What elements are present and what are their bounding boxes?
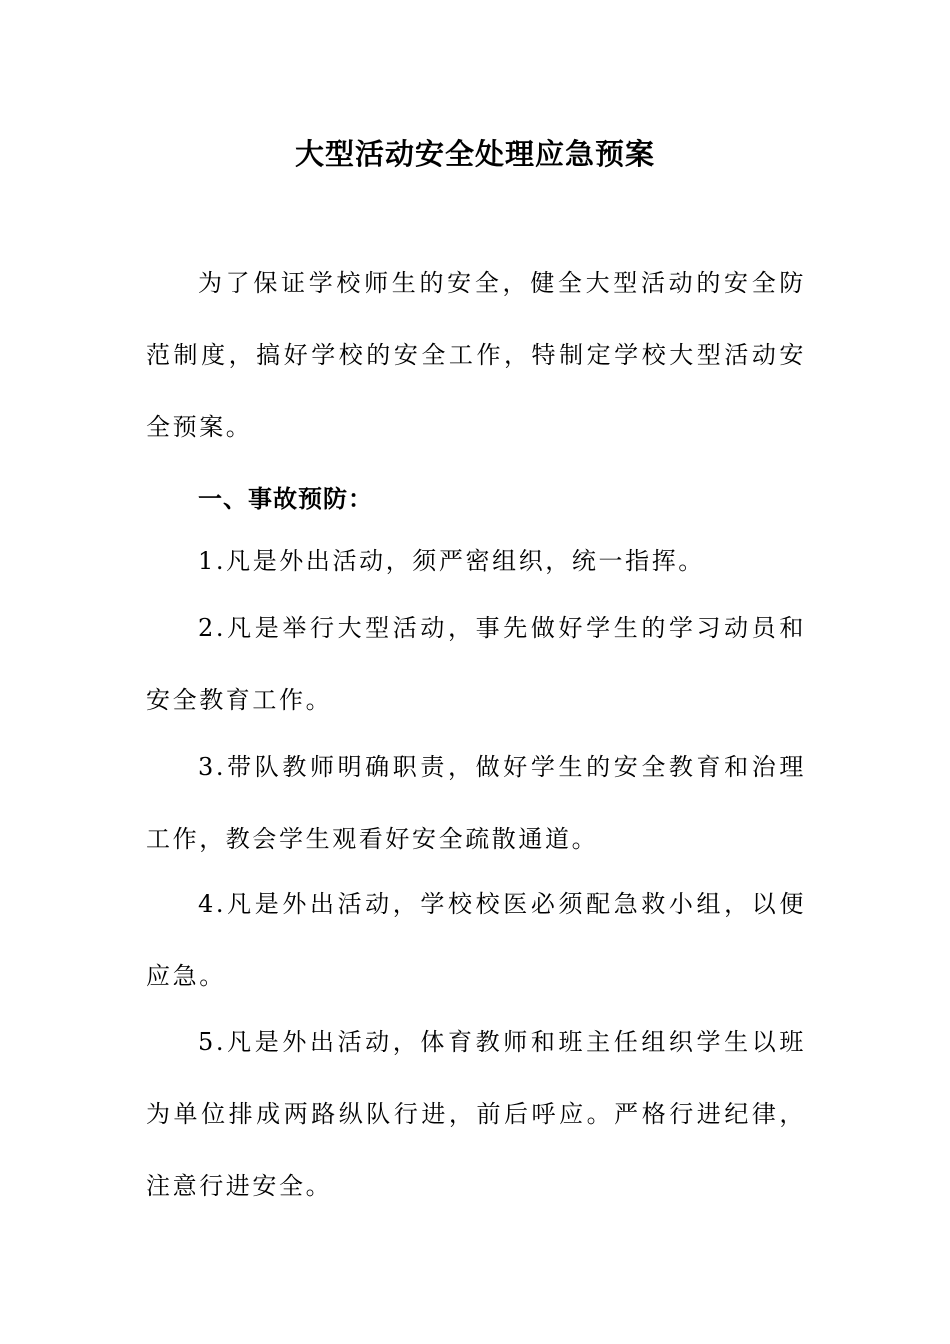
list-item: 5.凡是外出活动，体育教师和班主任组织学生以班为单位排成两路纵队行进，前后呼应。严格行进纪律，注意行进安全。	[146, 1028, 806, 1200]
list-item: 3.带队教师明确职责，做好学生的安全教育和治理工作，教会学生观看好安全疏散通道。	[146, 753, 806, 853]
section-heading-accident-prevention: 一、事故预防：	[198, 485, 373, 513]
list-item: 2.凡是举行大型活动，事先做好学生的学习动员和安全教育工作。	[146, 614, 806, 714]
list-item: 1.凡是外出活动，须严密组织，统一指挥。	[198, 547, 705, 575]
list-item: 4.凡是外出活动，学校校医必须配急救小组，以便应急。	[146, 890, 806, 990]
document-title: 大型活动安全处理应急预案	[294, 137, 655, 171]
intro-paragraph: 为了保证学校师生的安全，健全大型活动的安全防范制度，搞好学校的安全工作，特制定学校大型活动安全预案。	[146, 269, 806, 441]
